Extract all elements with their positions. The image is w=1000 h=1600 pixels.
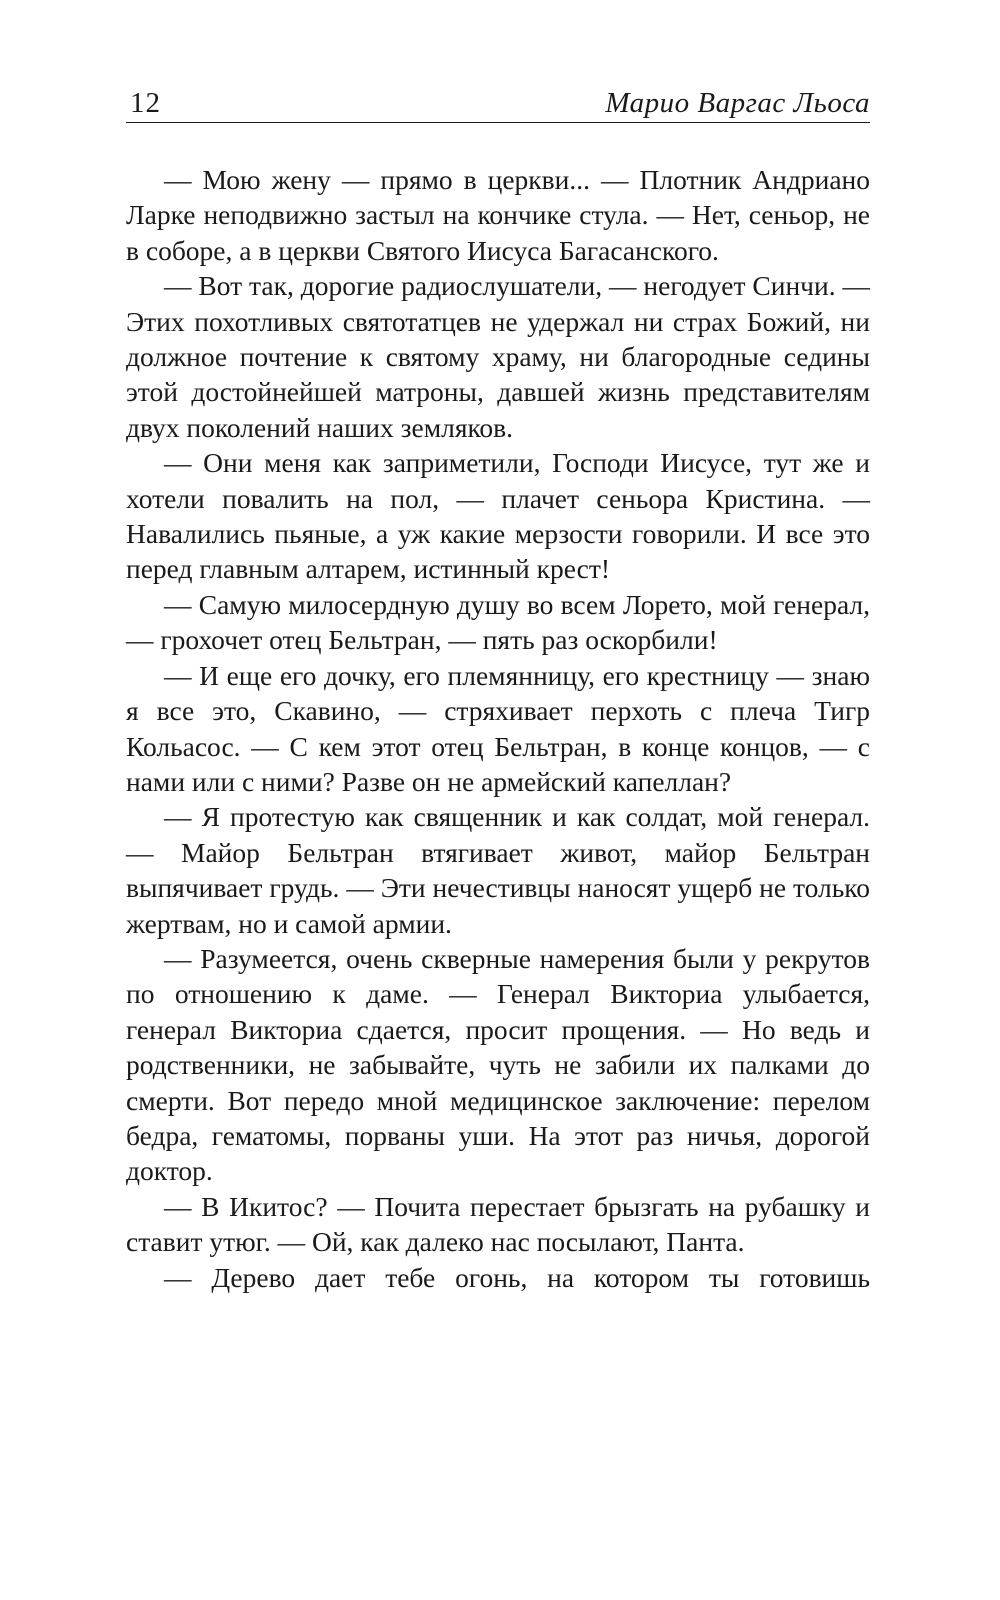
paragraph: — Вот так, дорогие радиослушатели, — негодует Синчи. — Этих похотливых святотатцев не удержал ни страх Божий, ни должное почтение к святому храму, ни благородные седины этой достойнейшей матроны, давшей жизнь представителям двух поколений наших земляков. [126,270,870,443]
body-text [126,162,870,1295]
paragraph: — Мою жену — прямо в церкви... — Плотник Андриано Ларке неподвижно застыл на кончике стула. — Нет, сеньор, не в соборе, а в церкви Святого Иисуса Багасанского. [126,164,870,266]
paragraph: — Разумеется, очень скверные намерения были у рекрутов по отношению к даме. — Генерал Викториа улыбается, генерал Викториа сдается, просит прощения. — Но ведь и родственники, не забывайте, чуть не забили их палками до смерти. Вот передо мной медицинское заключение: перелом бедра, гематомы, порваны уши. На этот раз ничья, дорогой доктор. [126,942,870,1187]
page-header [126,80,870,123]
page-number: 12 [130,87,161,119]
paragraph: — Я протестую как священник и как солдат, мой генерал. — Майор Бельтран втягивает живот, майор Бельтран выпячивает грудь. — Эти нечестивцы наносят ущерб не только жертвам, но и самой армии. [126,801,870,939]
paragraph: — В Икитос? — Почита перестает брызгать на рубашку и ставит утюг. — Ой, как далеко нас посылают, Панта. [126,1190,870,1258]
running-head-author: Марио Варгас Льоса [605,87,870,119]
paragraph: — Они меня как заприметили, Господи Иисусе, тут же и хотели повалить на пол, — плачет сеньора Кристина. — Навалились пьяные, а уж какие мерзости говорили. И все это перед главным алтарем, истинный крест! [126,447,870,585]
paragraph-continued: — Дерево дает тебе огонь, на котором ты готовишь [164,1261,870,1293]
paragraph: — Самую милосердную душу во всем Лорето, мой генерал, — грохочет отец Бельтран, — пять раз оскорбили! [126,588,870,656]
paragraph: — И еще его дочку, его племянницу, его крестницу — знаю я все это, Скавино, — стряхивает перхоть с плеча Тигр Кольасос. — С кем этот отец Бельтран, в конце концов, — с нами или с ними? Разве он не армейский капеллан? [126,659,870,797]
